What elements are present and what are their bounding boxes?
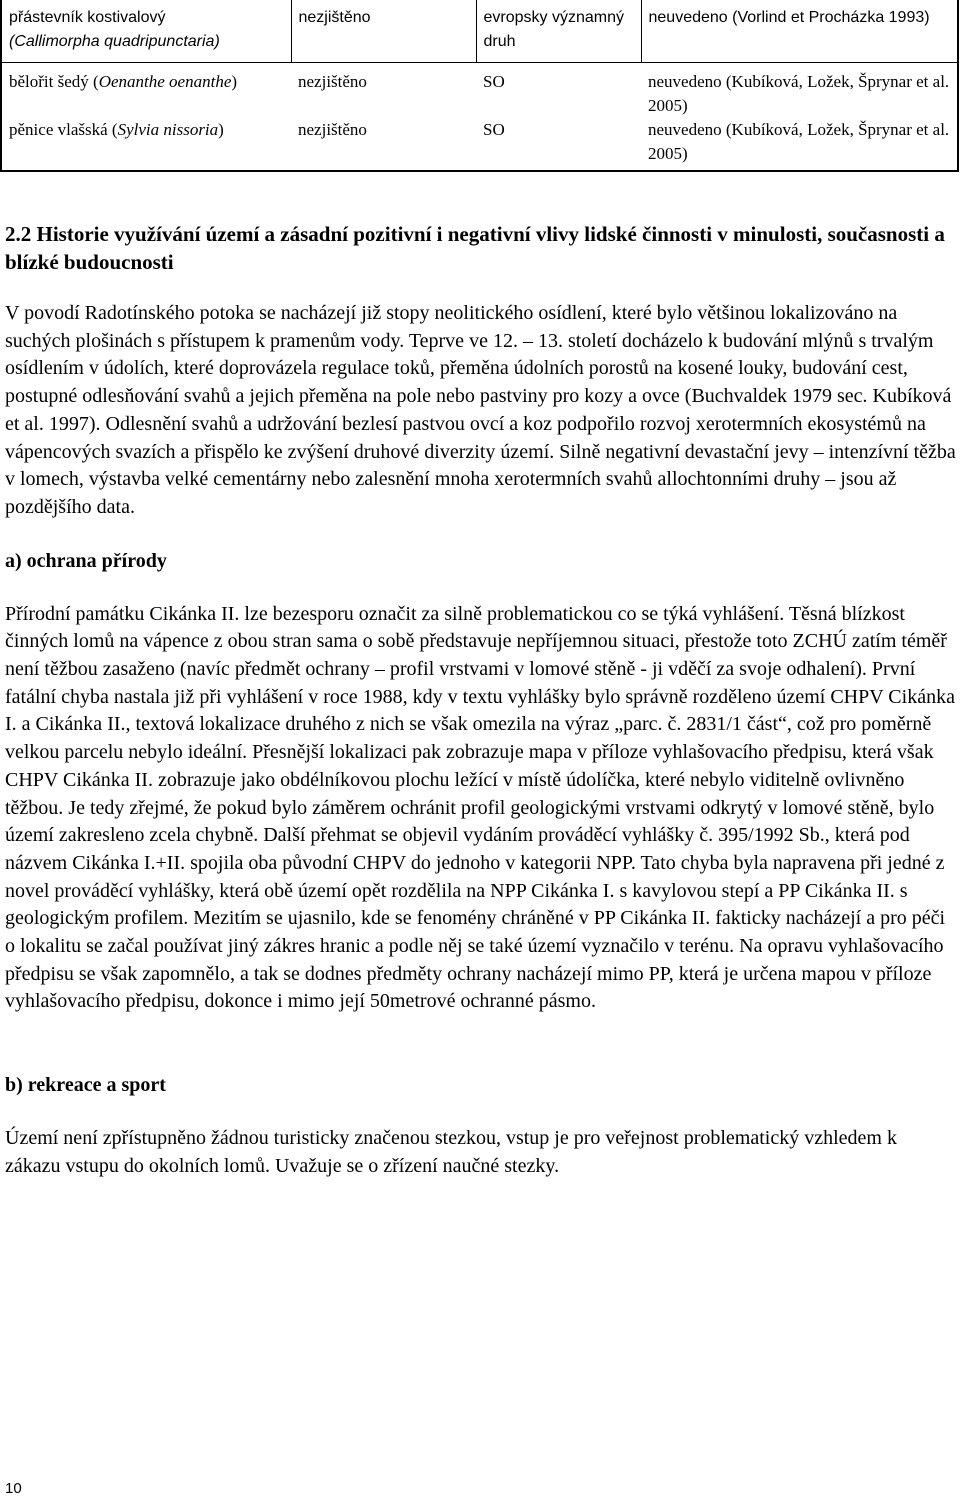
subsection-heading-nature-protection: a) ochrana přírody xyxy=(5,549,167,572)
table-row xyxy=(1,0,958,63)
occurrence-cell: nezjištěno xyxy=(298,120,367,139)
species-latin: (Callimorpha quadripunctaria) xyxy=(9,33,220,50)
species-name: bělořit šedý xyxy=(9,72,89,91)
species-cell: bělořit šedý (Oenanthe oenanthe) xyxy=(9,72,238,91)
table-row xyxy=(1,63,958,119)
species-cell: pěnice vlašská (Sylvia nissoria) xyxy=(9,120,224,139)
status-cell: SO xyxy=(483,120,505,139)
document-body xyxy=(5,220,957,1181)
species-name: přástevník kostivalový xyxy=(9,9,166,26)
page-number: 10 xyxy=(5,1480,22,1497)
species-latin: Sylvia nissoria xyxy=(117,120,219,139)
status-cell: SO xyxy=(483,72,505,91)
occurrence-cell: nezjištěno xyxy=(298,72,367,91)
subsection-heading-recreation: b) rekreace a sport xyxy=(5,1074,166,1097)
nature-protection-paragraph: Přírodní památku Cikánka II. lze bezesporu označit za silně problematickou co se týká vyhlášení. Těsná blízkost činných lomů na vápence z obou stran sama o sobě představuje nepříjemnou situaci, přestože toto ZCHÚ zatím téměř není těžbou zasaženo (navíc předmět ochrany – profil vrstvami v lomové stěně - ji vděčí za svoje odhalení). První fatální chyba nastala již při vyhlášení v roce 1988, kdy v textu vyhlášky bylo správně rozděleno území CHPV Cikánka I. a Cikánka II., textová lokalizace druhého z nich se však omezila na výraz „parc. č. 2831/1 část“, což pro poměrně velkou parcelu nebylo ideální. Přesnější lokalizaci pak zobrazuje mapa v příloze vyhlašovacího předpisu, která však CHPV Cikánka II. zobrazuje jako obdélníkovou plochu ležící v místě údolíčka, které nebylo viditelně ovlivněno těžbou. Je tedy zřejmé, že pokud bylo záměrem ochránit profil geologickými vrstvami odkrytý v lomové stěně, bylo území zakresleno zcela chybně. Další přehmat se objevil vydáním prováděcí vyhlášky č. 395/1992 Sb., která pod názvem Cikánka I.+II. spojila oba původní CHPV do jednoho v kategorii NPP. Tato chyba byla napravena při jedné z novel prováděcí vyhlášky, která obě území opět rozdělila na NPP Cikánka I. s kavylovou stepí a PP Cikánka II. s geologickým profilem. Mezitím se ujasnilo, kde se fenomény chráněné v PP Cikánka II. fakticky nacházejí a pro péči o lokalitu se začal používat jiný zákres hranic a podle něj se také území vyznačilo v terénu. Na opravu vyhlašovacího předpisu se však zapomnělo, a tak se dodnes předměty ochrany nacházejí mimo PP, která je určena mapou v příloze vyhlašovacího předpisu, dokonce i mimo její 50metrové ochranné pásmo. xyxy=(5,602,955,1013)
species-table xyxy=(0,0,959,172)
table-row xyxy=(1,118,958,171)
species-cell xyxy=(1,0,291,63)
recreation-paragraph: Území není zpřístupněno žádnou turisticky značenou stezkou, vstup je pro veřejnost problematický vzhledem k zákazu vstupu do okolních lomů. Uvažuje se o zřízení naučné stezky. xyxy=(5,1127,897,1177)
source-cell: neuvedeno (Kubíková, Ložek, Šprynar et al. 2005) xyxy=(648,120,950,163)
source-cell: neuvedeno (Kubíková, Ložek, Šprynar et al. 2005) xyxy=(648,72,950,115)
section-heading: 2.2 Historie využívání území a zásadní pozitivní i negativní vlivy lidské činnosti v minulosti, současnosti a blízké budoucnosti xyxy=(5,222,945,274)
status-cell: evropsky významný druh xyxy=(476,0,641,63)
species-name: pěnice vlašská xyxy=(9,120,108,139)
occurrence-cell: nezjištěno xyxy=(291,0,476,63)
intro-paragraph: V povodí Radotínského potoka se nacházejí již stopy neolitického osídlení, které bylo většinou lokalizováno na suchých plošinách s přístupem k pramenům vody. Teprve ve 12. – 13. století docházelo k budování mlýnů s trvalým osídlením v údolích, které doprovázela regulace toků, přeměna údolních porostů na kosené louky, budování cest, postupné odlesňování svahů a jejich přeměna na pole nebo pastviny pro kozy a ovce (Buchvaldek 1979 sec. Kubíková et al. 1997). Odlesnění svahů a udržování bezlesí pastvou ovcí a koz podpořilo rozvoj xerotermních ekosystémů na vápencových svazích a přispělo ke zvýšení druhové diverzity území. Silně negativní devastační jevy – intenzívní těžba v lomech, výstavba velké cementárny nebo zalesnění mnoha xerotermních svahů allochtonními druhy – jsou až pozdějšího data. xyxy=(5,302,956,518)
species-latin: Oenanthe oenanthe xyxy=(98,72,232,91)
source-cell: neuvedeno (Vorlind et Procházka 1993) xyxy=(641,0,958,63)
